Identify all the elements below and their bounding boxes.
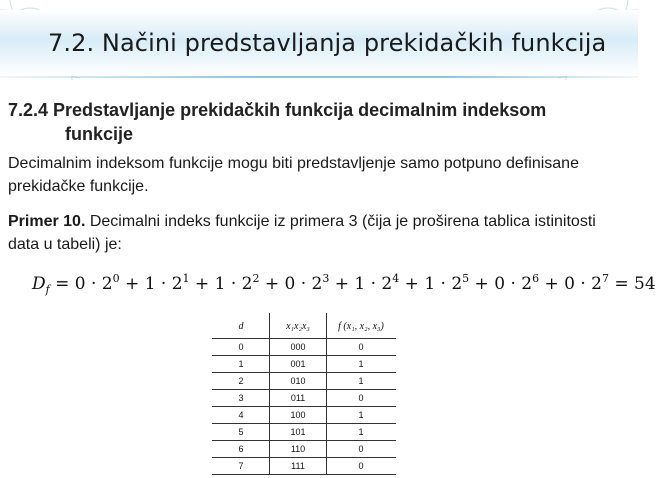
example-text: Decimalni indeks funkcije iz primera 3 (čija je proširena tablica istinitosti data u tabeli) je: xyxy=(8,213,596,253)
table-cell: 000 xyxy=(270,339,327,356)
table-cell: 1 xyxy=(327,373,396,390)
table-cell: 001 xyxy=(270,356,327,373)
table-row xyxy=(213,407,396,424)
formula-term: $1 \cdot 2^4$ xyxy=(354,272,400,294)
table-cell: 1 xyxy=(327,424,396,441)
section-heading-line2: funkcije xyxy=(65,124,134,144)
formula-term: $1 \cdot 2^1$ xyxy=(144,272,190,294)
table-cell: 011 xyxy=(270,390,327,407)
table-cell: 1 xyxy=(213,356,270,373)
table-cell: 100 xyxy=(270,407,327,424)
decimal-index-formula: $D_f = 0 \cdot 2^0 + 1 \cdot 2^1 + 1 \cdot 2^2 + 0 \cdot 2^3 + 1 \cdot 2^4 + 1 \cdot 2^5 + 0 \cdot 2^6 + 0 \cdot 2^7 = 54$ xyxy=(32,272,656,296)
table-cell: 7 xyxy=(213,458,270,475)
formula-term-exponent: 4 xyxy=(392,272,400,285)
table-row xyxy=(213,390,396,407)
example-paragraph xyxy=(8,210,628,256)
formula-term-exponent: 2 xyxy=(252,272,260,285)
formula-term-exponent: 7 xyxy=(601,272,609,285)
table-cell: 0 xyxy=(327,339,396,356)
table-row xyxy=(213,356,396,373)
truth-table-header-d: d xyxy=(213,314,270,339)
table-cell: 5 xyxy=(213,424,270,441)
table-cell: 0 xyxy=(327,458,396,475)
truth-table-header-x: x₁x₂x₃ xyxy=(270,314,327,339)
table-cell: 4 xyxy=(213,407,270,424)
formula-lhs-sub: f xyxy=(45,283,50,296)
table-cell: 0 xyxy=(213,339,270,356)
truth-table xyxy=(212,313,396,475)
formula-terms: $0 \cdot 2^0 + 1 \cdot 2^1 + 1 \cdot 2^2 + 0 \cdot 2^3 + 1 \cdot 2^4 + 1 \cdot 2^5 + 0 \cdot 2^6 + 0 \cdot 2^7$ xyxy=(74,272,609,294)
formula-term: $0 \cdot 2^3$ xyxy=(284,272,330,294)
table-row xyxy=(213,373,396,390)
formula-term: $0 \cdot 2^7$ xyxy=(564,272,609,294)
section-heading xyxy=(8,98,608,146)
table-cell: 2 xyxy=(213,373,270,390)
slide-title: 7.2. Načini predstavljanja prekidačkih funkcija xyxy=(48,29,607,57)
table-row xyxy=(213,441,396,458)
formula-term: $0 \cdot 2^6$ xyxy=(494,272,540,294)
formula-term-exponent: 3 xyxy=(322,272,330,285)
table-cell: 0 xyxy=(327,441,396,458)
table-cell: 111 xyxy=(270,458,327,475)
formula-term-exponent: 0 xyxy=(112,272,120,285)
formula-term: $0 \cdot 2^0$ xyxy=(74,272,120,294)
table-cell: 0 xyxy=(327,390,396,407)
truth-table-header-f: f (x₁, x₂, x₃) xyxy=(327,314,396,339)
definition-paragraph: Decimalnim indeksom funkcije mogu biti predstavljenje samo potpuno definisane prekidačke funkcije. xyxy=(8,155,579,195)
title-underline xyxy=(0,76,638,78)
formula-term-exponent: 6 xyxy=(532,272,540,285)
table-row xyxy=(213,458,396,475)
section-heading-line1: 7.2.4 Predstavljanje prekidačkih funkcija decimalnim indeksom xyxy=(8,100,547,120)
table-cell: 3 xyxy=(213,390,270,407)
table-cell: 1 xyxy=(327,356,396,373)
table-cell: 010 xyxy=(270,373,327,390)
formula-term-exponent: 1 xyxy=(182,272,190,285)
formula-result: 54 xyxy=(634,274,656,294)
formula-term: $1 \cdot 2^2$ xyxy=(214,272,260,294)
formula-term-exponent: 5 xyxy=(462,272,470,285)
table-row xyxy=(213,339,396,356)
table-row xyxy=(213,424,396,441)
table-cell: 1 xyxy=(327,407,396,424)
table-cell: 101 xyxy=(270,424,327,441)
example-label: Primer 10. xyxy=(8,213,86,230)
formula-term: $1 \cdot 2^5$ xyxy=(424,272,470,294)
table-cell: 110 xyxy=(270,441,327,458)
formula-lhs: D xyxy=(32,274,46,294)
table-cell: 6 xyxy=(213,441,270,458)
